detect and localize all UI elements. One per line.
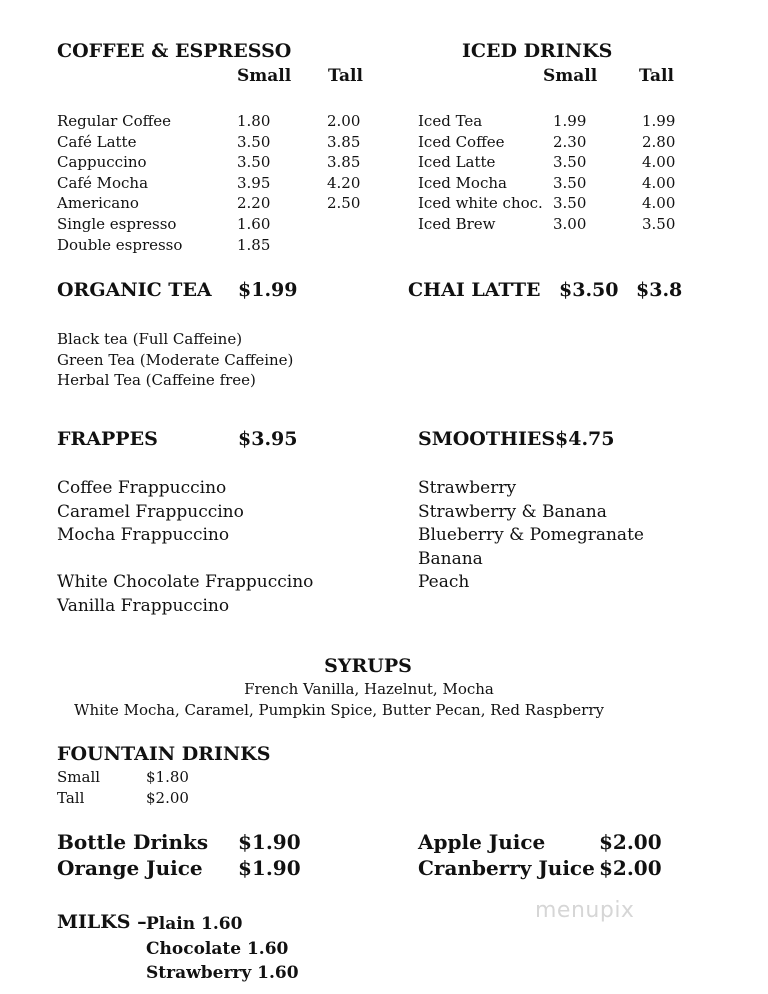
list-item: Chocolate 1.60 [146, 938, 289, 959]
list-item: Regular Coffee 1.80 2.00 [57, 112, 361, 130]
iced-col-small: Small [543, 66, 598, 86]
list-item: Double espresso 1.85 [57, 235, 271, 254]
list-spacer [57, 548, 313, 572]
list-item: Peach [418, 572, 470, 592]
organic-tea-price: $1.99 [238, 279, 298, 301]
chai-price-small: $3.50 [559, 279, 619, 301]
list-item: Iced Mocha 3.50 4.00 [418, 173, 676, 192]
list-item: Coffee Frappuccino [57, 478, 227, 498]
list-item: Orange Juice $1.90 [57, 856, 301, 880]
coffee-title: COFFEE & ESPRESSO [57, 40, 292, 62]
iced-col-tall: Tall [639, 66, 674, 86]
bottles-right [418, 830, 718, 882]
menupix-watermark: menupix [535, 898, 635, 923]
list-item: Iced Tea 1.99 1.99 [418, 112, 676, 130]
bottles-left [57, 830, 357, 882]
list-item: Cappuccino 3.50 3.85 [57, 153, 361, 172]
list-item: Strawberry [418, 478, 517, 498]
coffee-list [57, 111, 387, 255]
list-item: White Chocolate Frappuccino [57, 572, 314, 592]
list-item: Banana [418, 548, 483, 569]
list-item: Cranberry Juice $2.00 [418, 856, 662, 880]
milks-list [146, 912, 299, 986]
smoothies-price: $4.75 [555, 428, 615, 450]
milks-title: MILKS – [57, 911, 147, 933]
list-item: Vanilla Frappuccino [57, 595, 230, 616]
syrups-line-1: French Vanilla, Hazelnut, Mocha [244, 680, 494, 698]
fountain-title: FOUNTAIN DRINKS [57, 743, 271, 765]
list-item: Black tea (Full Caffeine) [57, 330, 243, 348]
list-item: Mocha Frappuccino [57, 525, 230, 545]
smoothies-title: SMOOTHIES [418, 428, 556, 450]
coffee-col-tall: Tall [328, 66, 363, 86]
syrups-title: SYRUPS [324, 655, 412, 677]
chai-price-tall: $3.8 [636, 279, 683, 301]
list-item: Café Mocha 3.95 4.20 [57, 173, 361, 192]
list-item: Plain 1.60 [146, 914, 243, 934]
organic-tea-list [57, 329, 293, 391]
list-item: Iced white choc. 3.50 4.00 [418, 194, 676, 213]
smoothies-list [418, 477, 644, 595]
list-item: Iced Brew 3.00 3.50 [418, 214, 676, 233]
list-item: Strawberry 1.60 [146, 963, 299, 983]
list-item: Apple Juice $2.00 [418, 830, 662, 854]
fountain-list [57, 767, 257, 808]
list-item: Blueberry & Pomegranate [418, 525, 644, 545]
frappes-list [57, 477, 313, 618]
list-item: Small $1.80 [57, 768, 189, 786]
list-item: Tall $2.00 [57, 788, 189, 807]
coffee-col-small: Small [237, 66, 292, 86]
iced-list [418, 111, 748, 235]
chai-title: CHAI LATTE [408, 279, 541, 301]
list-item: Iced Latte 3.50 4.00 [418, 153, 676, 172]
organic-tea-title: ORGANIC TEA [57, 279, 212, 301]
list-item: Café Latte 3.50 3.85 [57, 132, 361, 151]
list-item: Strawberry & Banana [418, 501, 607, 522]
list-item: Green Tea (Moderate Caffeine) [57, 350, 294, 369]
list-item: Herbal Tea (Caffeine free) [57, 371, 256, 390]
iced-title: ICED DRINKS [462, 40, 613, 62]
list-item: Caramel Frappuccino [57, 501, 244, 522]
list-item: Bottle Drinks $1.90 [57, 830, 301, 854]
list-item: Single espresso 1.60 [57, 214, 271, 233]
frappes-price: $3.95 [238, 428, 298, 450]
list-item: Americano 2.20 2.50 [57, 194, 361, 213]
syrups-line-2: White Mocha, Caramel, Pumpkin Spice, Butter Pecan, Red Raspberry [74, 701, 604, 719]
frappes-title: FRAPPES [57, 428, 158, 450]
list-item: Iced Coffee 2.30 2.80 [418, 132, 676, 151]
